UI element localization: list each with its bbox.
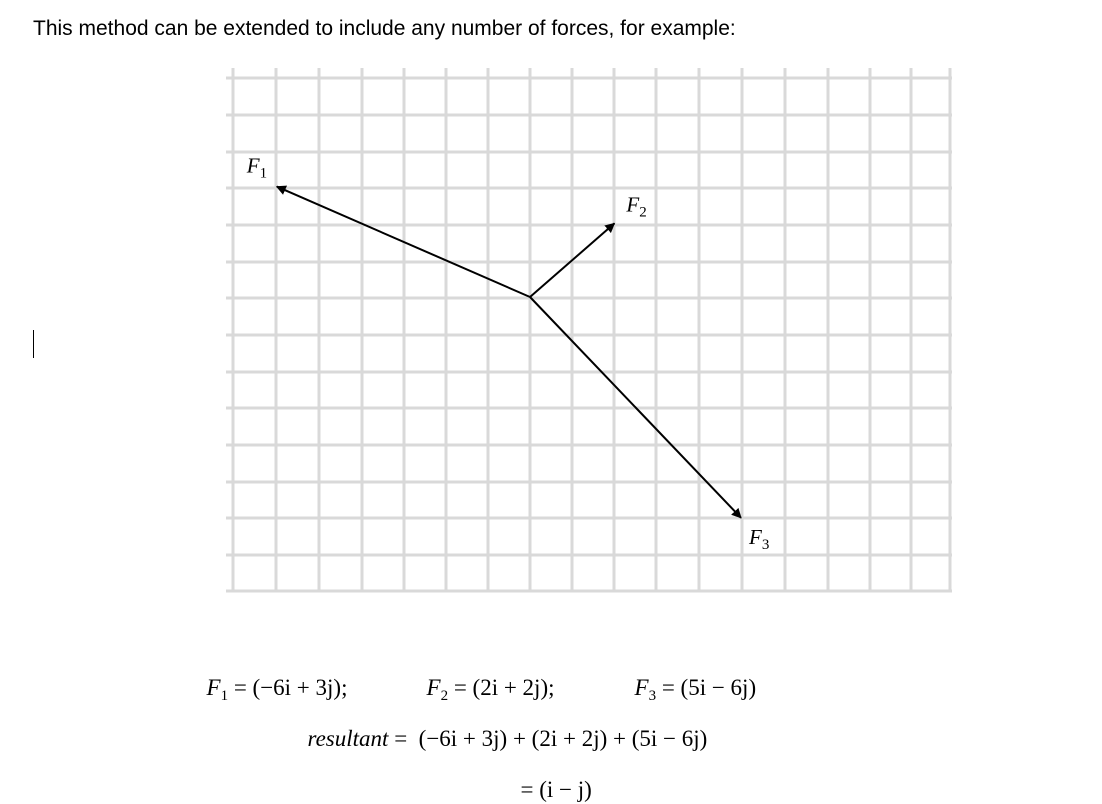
f3-symbol: F bbox=[634, 675, 649, 700]
resultant-value: = (i − j) bbox=[520, 777, 592, 802]
f3-value: = (5i − 6j) bbox=[656, 675, 757, 700]
intro-text: This method can be extended to include any number of forces, for example: bbox=[33, 17, 736, 40]
f1-value: = (−6i + 3j); bbox=[228, 675, 348, 700]
grid bbox=[226, 68, 952, 591]
vector-f3-label: F3 bbox=[749, 524, 770, 553]
equation-resultant-value bbox=[509, 748, 592, 804]
f2-value: = (2i + 2j); bbox=[448, 675, 555, 700]
force-vectors bbox=[277, 187, 741, 518]
f3-subscript: 3 bbox=[648, 688, 657, 704]
equation-resultant-sum bbox=[296, 697, 707, 753]
f2-subscript: 2 bbox=[440, 688, 449, 704]
force-labels bbox=[246, 154, 770, 553]
f1-symbol: F bbox=[206, 675, 221, 700]
f2-symbol: F bbox=[426, 675, 441, 700]
vector-f2-label: F2 bbox=[626, 192, 647, 221]
resultant-sum: = (−6i + 3j) + (2i + 2j) + (5i − 6j) bbox=[388, 726, 708, 751]
vector-f1-label: F1 bbox=[246, 153, 268, 182]
resultant-label: resultant bbox=[307, 726, 389, 751]
f1-subscript: 1 bbox=[220, 688, 229, 704]
